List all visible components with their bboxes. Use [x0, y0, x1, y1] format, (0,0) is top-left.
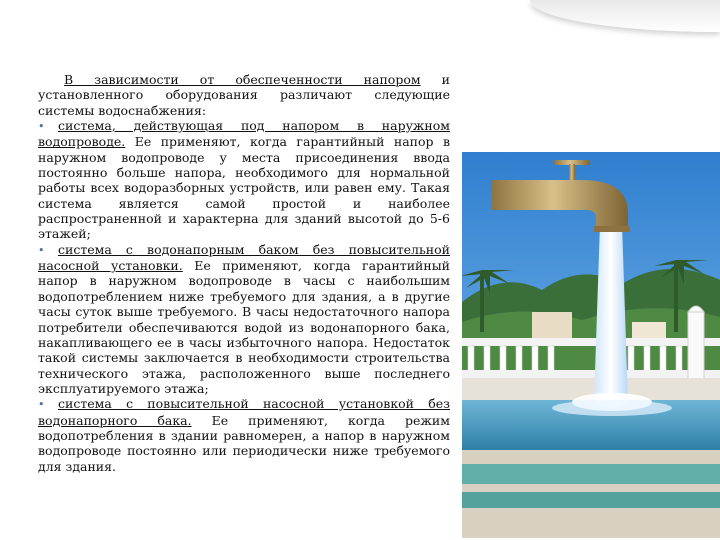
- list-item-heading: система с водонапорным баком без повысительной насосной установки.: [38, 241, 450, 274]
- faucet-fountain-photo: [462, 152, 720, 538]
- bullet-icon: •: [38, 398, 45, 412]
- list-item-text: Ее применяют, когда режим водопотребления в здании равномерен, а напор в наружном водопроводе постоянно или периодически ниже требуемого для здания.: [38, 412, 450, 474]
- intro-underlined: В зависимости от обеспеченности напором: [64, 72, 421, 87]
- intro-rest: и установленного оборудования различают следующие системы водоснабжения:: [38, 72, 450, 118]
- text-content: [38, 72, 450, 474]
- list-item: [38, 396, 450, 474]
- page-curl-decoration: [530, 0, 720, 32]
- list-item-heading: система, действующая под напором в наружном водопроводе.: [38, 118, 450, 150]
- intro-paragraph: [38, 72, 450, 118]
- list-item-text: Ее применяют, когда гарантийный напор в наружном водопроводе в часы с наибольшим водопотреблением ниже требуемого для здания, а в другие часы суток выше требуемого. В часы недостаточного напора потребители обеспечиваются водой из водонапорного бака, накапливающего ее в часы избыточного напора. Недостаток такой системы заключается в необходимости строительства технического этажа, расположенного выше последнего эксплуатируемого этажа;: [38, 258, 450, 396]
- list-item: [38, 118, 450, 242]
- bullet-icon: •: [38, 243, 45, 257]
- list-item: [38, 242, 450, 396]
- bullet-icon: •: [38, 120, 45, 134]
- list-item-heading: система с повысительной насосной установкой без водонапорного бака.: [38, 396, 450, 428]
- list-item-text: Ее применяют, когда гарантийный напор в наружном водопроводе у места присоединения ввода постоянно больше напора, необходимого для нормальной работы всех водоразборных устройств, или равен ему. Такая система является самой простой и наиболее распространенной и характерна для зданий высотой до 5-6 этажей;: [38, 134, 450, 242]
